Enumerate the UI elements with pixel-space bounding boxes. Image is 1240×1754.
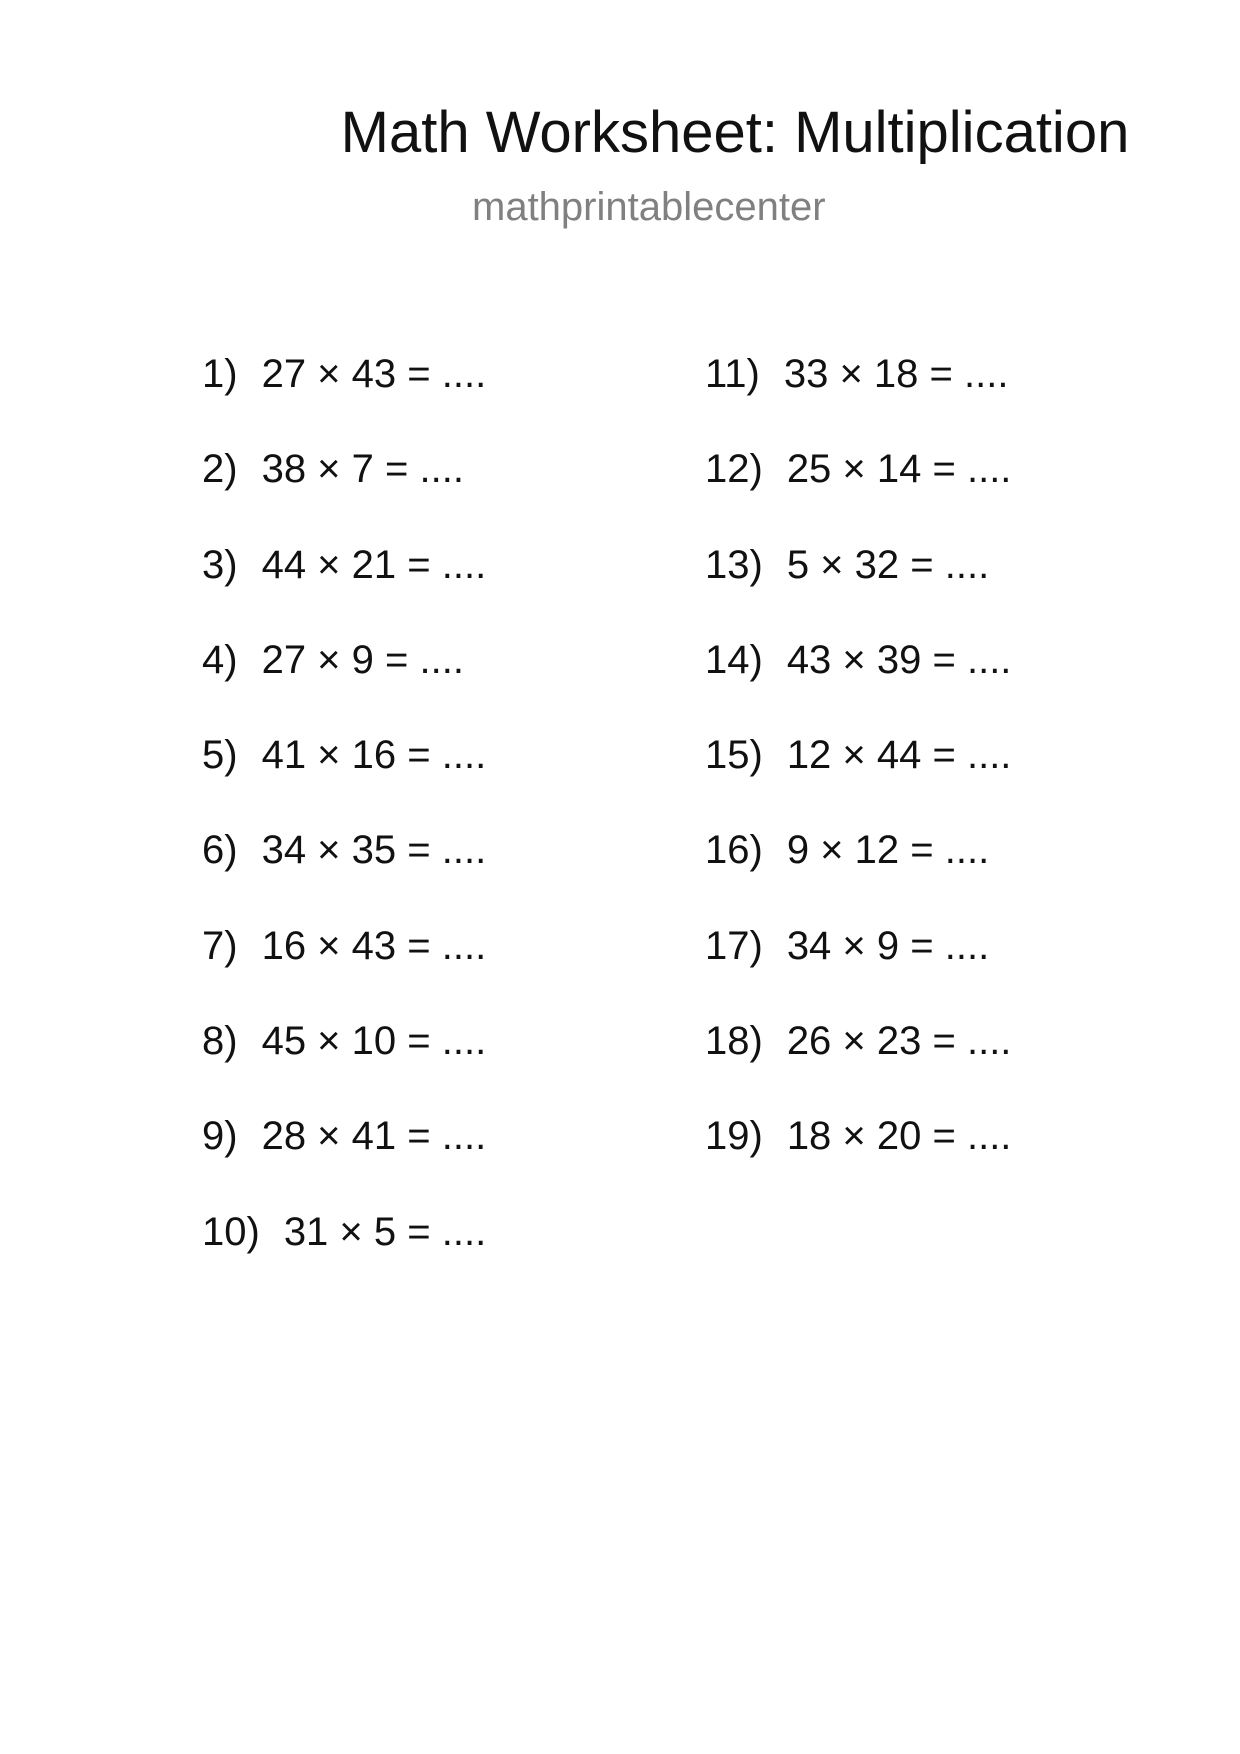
problem-2	[202, 445, 486, 540]
problem-1	[202, 350, 486, 445]
problem-16	[705, 826, 1011, 921]
problem-number: 19)	[705, 1114, 763, 1159]
worksheet-subtitle: mathprintablecenter	[472, 185, 826, 229]
problem-number: 2)	[202, 447, 238, 492]
problem-19	[705, 1112, 1011, 1207]
problem-10	[202, 1208, 486, 1303]
problem-expression: 44 × 21 = ....	[261, 542, 487, 587]
problem-number: 11)	[705, 352, 760, 396]
problem-number: 10)	[202, 1209, 260, 1254]
problem-7	[202, 922, 486, 1017]
problem-13	[705, 541, 1011, 636]
problem-expression: 27 × 9 = ....	[261, 637, 464, 682]
problem-9	[202, 1112, 486, 1207]
problems-column-left	[202, 350, 486, 1303]
problem-8	[202, 1017, 486, 1112]
problem-expression: 34 × 9 = ....	[786, 923, 990, 968]
problem-4	[202, 636, 486, 731]
problem-number: 16)	[705, 828, 763, 873]
problem-11	[705, 350, 1011, 445]
problem-expression: 34 × 35 = ....	[261, 828, 487, 873]
problem-number: 17)	[705, 923, 763, 968]
worksheet-title: Math Worksheet: Multiplication	[340, 100, 1130, 165]
problem-number: 18)	[705, 1019, 763, 1064]
problems-column-right	[705, 350, 1011, 1208]
problem-12	[705, 445, 1011, 540]
problem-expression: 45 × 10 = ....	[261, 1019, 487, 1064]
problem-expression: 16 × 43 = ....	[261, 923, 487, 968]
problem-number: 12)	[705, 447, 763, 492]
problem-expression: 5 × 32 = ....	[786, 542, 990, 587]
problem-expression: 25 × 14 = ....	[786, 447, 1012, 492]
problem-number: 5)	[202, 733, 238, 778]
problem-5	[202, 731, 486, 826]
problem-number: 13)	[705, 542, 763, 587]
problem-expression: 12 × 44 = ....	[786, 733, 1012, 778]
problem-number: 15)	[705, 733, 763, 778]
problem-expression: 27 × 43 = ....	[261, 352, 487, 396]
problem-number: 1)	[202, 352, 238, 396]
problem-number: 4)	[202, 637, 238, 682]
problem-number: 9)	[202, 1114, 238, 1159]
problem-expression: 33 × 18 = ....	[783, 352, 1009, 396]
problem-expression: 26 × 23 = ....	[786, 1019, 1012, 1064]
problem-expression: 18 × 20 = ....	[786, 1114, 1012, 1159]
problem-number: 6)	[202, 828, 238, 873]
problem-14	[705, 636, 1011, 731]
problem-15	[705, 731, 1011, 826]
problem-expression: 41 × 16 = ....	[261, 733, 487, 778]
problem-number: 14)	[705, 637, 763, 682]
problem-6	[202, 826, 486, 921]
problem-expression: 43 × 39 = ....	[786, 637, 1012, 682]
problem-expression: 28 × 41 = ....	[261, 1114, 487, 1159]
problem-17	[705, 922, 1011, 1017]
problem-expression: 38 × 7 = ....	[261, 447, 464, 492]
problem-expression: 9 × 12 = ....	[786, 828, 990, 873]
problem-expression: 31 × 5 = ....	[283, 1209, 487, 1254]
problem-number: 8)	[202, 1019, 238, 1064]
problem-number: 3)	[202, 542, 238, 587]
problem-3	[202, 541, 486, 636]
problem-number: 7)	[202, 923, 238, 968]
problem-18	[705, 1017, 1011, 1112]
